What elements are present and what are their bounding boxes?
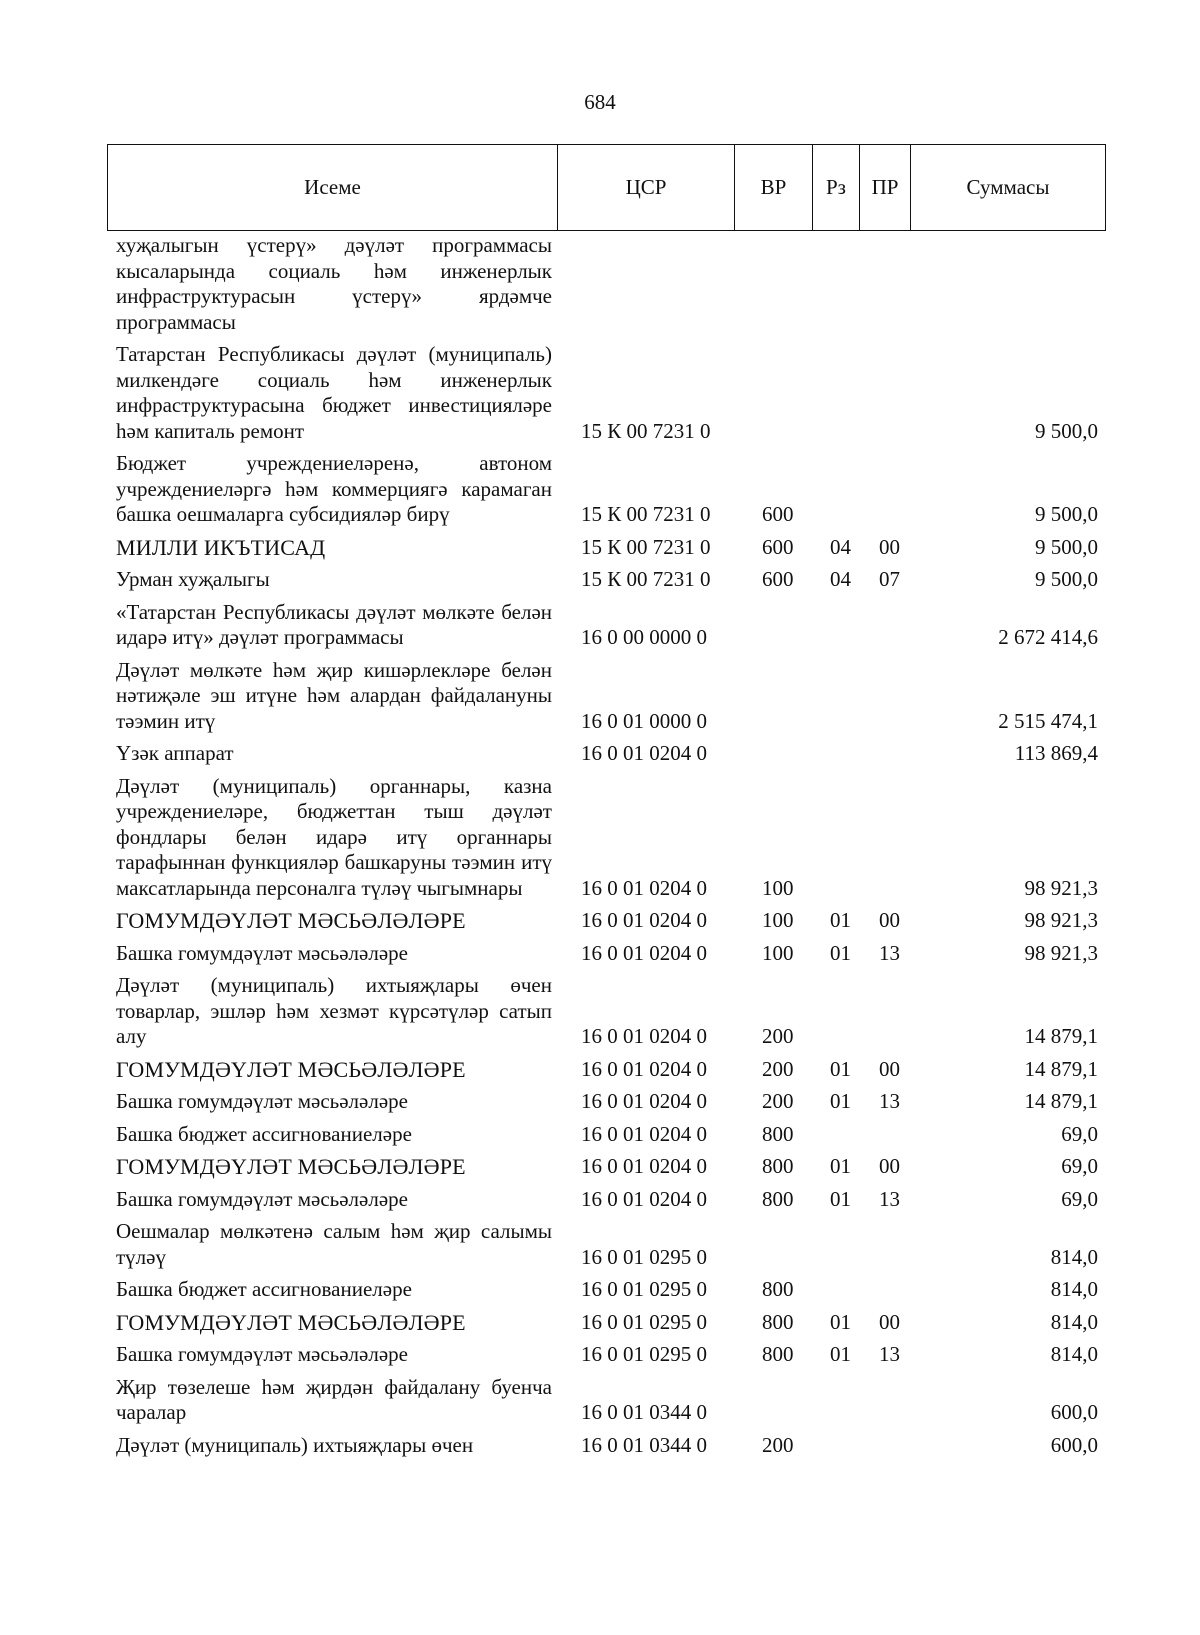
row-pr: 13 <box>879 1089 900 1113</box>
row-csr: 16 0 01 0204 0 <box>581 1024 707 1048</box>
row-sum: 9 500,0 <box>1035 534 1098 559</box>
row-pr: 00 <box>879 1309 900 1334</box>
row-csr: 16 0 01 0295 0 <box>581 1244 707 1269</box>
table-row <box>116 535 1098 561</box>
row-rz: 01 <box>830 1186 851 1211</box>
table-row <box>116 233 1098 335</box>
row-pr: 13 <box>879 940 900 965</box>
row-sum: 600,0 <box>1050 1400 1098 1424</box>
table-row <box>116 1433 1098 1459</box>
table-row <box>116 1122 1098 1148</box>
row-name: Башка гомумдәүләт мәсьәләләре <box>116 1342 408 1366</box>
row-csr: 16 0 01 0204 0 <box>581 741 707 765</box>
row-pr: 13 <box>879 1342 900 1366</box>
row-vr: 600 <box>762 567 794 591</box>
row-sum: 98 921,3 <box>1024 940 1098 965</box>
row-csr: 16 0 01 0344 0 <box>581 1432 707 1457</box>
row-name: МИЛЛИ ИКЪТИСАД <box>116 534 326 560</box>
row-csr: 16 0 01 0204 0 <box>581 1186 707 1211</box>
row-vr: 600 <box>762 502 794 526</box>
row-name: Дәүләт (муниципаль) органнары, казна учреждениеләре, бюджеттан тыш дәүләт фондлары белән идарә итү органнары тарафыннан функцияләр башкаруны тәэмин итү максатларында персоналга түләү чыгымнары <box>116 773 552 900</box>
page-number: 684 <box>584 90 616 114</box>
table-row <box>116 774 1098 902</box>
row-vr: 600 <box>762 534 794 559</box>
row-name: Урман хуҗалыгы <box>116 567 270 591</box>
row-name: ГОМУМДӘҮЛӘТ МӘСЬӘЛӘЛӘРЕ <box>116 1056 466 1082</box>
row-name: ГОМУМДӘҮЛӘТ МӘСЬӘЛӘЛӘРЕ <box>116 1154 466 1179</box>
row-name: Дәүләт (муниципаль) ихтыяҗлары өчен товарлар, эшләр һәм хезмәт күрсәтүләр сатып алу <box>116 973 552 1048</box>
row-rz: 01 <box>830 940 851 965</box>
row-csr: 16 0 01 0204 0 <box>581 1154 707 1178</box>
row-name: ГОМУМДӘҮЛӘТ МӘСЬӘЛӘЛӘРЕ <box>116 908 466 933</box>
row-csr: 16 0 01 0295 0 <box>581 1342 707 1366</box>
row-rz: 01 <box>830 1056 851 1081</box>
row-name: Дәүләт (муниципаль) ихтыяҗлары өчен <box>116 1432 474 1457</box>
row-vr: 200 <box>762 1089 794 1113</box>
row-name: Бюджет учреждениеләренә, автоном учреждениеләргә һәм коммерциягә карамаган башка оешмаларга субсидияләр бирү <box>116 451 552 526</box>
row-vr: 200 <box>762 1056 794 1081</box>
table-row <box>116 1057 1098 1083</box>
row-csr: 16 0 01 0204 0 <box>581 1121 707 1146</box>
table-row <box>116 1219 1098 1270</box>
row-vr: 100 <box>762 908 794 932</box>
table-row <box>116 342 1098 444</box>
row-rz: 04 <box>830 567 851 591</box>
table-row <box>116 941 1098 967</box>
table-body <box>116 233 1098 1465</box>
row-sum: 9 500,0 <box>1035 502 1098 526</box>
row-name: Татарстан Республикасы дәүләт (муниципаль) милкендәге социаль һәм инженерлык инфраструктурасына бюджет инвестицияләре һәм капиталь ремонт <box>116 342 552 443</box>
row-csr: 15 К 00 7231 0 <box>581 534 711 559</box>
row-vr: 800 <box>762 1309 794 1334</box>
row-rz: 01 <box>830 1342 851 1366</box>
row-name: Башка бюджет ассигнованиеләре <box>116 1121 412 1146</box>
row-csr: 16 0 01 0204 0 <box>581 908 707 932</box>
row-sum: 814,0 <box>1050 1277 1098 1301</box>
table-row <box>116 1187 1098 1213</box>
row-sum: 98 921,3 <box>1024 908 1098 932</box>
row-name: Дәүләт мөлкәте һәм җир кишәрлекләре белән нәтиҗәле эш итүне һәм алардан файдалануны тәэмин итү <box>116 657 552 733</box>
row-vr: 800 <box>762 1342 794 1366</box>
row-rz: 01 <box>830 908 851 932</box>
row-sum: 814,0 <box>1050 1342 1098 1366</box>
row-csr: 16 0 01 0204 0 <box>581 875 707 900</box>
row-pr: 00 <box>879 1154 900 1178</box>
row-vr: 100 <box>762 875 794 900</box>
row-csr: 16 0 01 0295 0 <box>581 1277 707 1301</box>
row-name: Оешмалар мөлкәтенә салым һәм җир салымы түләү <box>116 1219 552 1269</box>
row-sum: 69,0 <box>1061 1154 1098 1178</box>
row-sum: 814,0 <box>1050 1309 1098 1334</box>
row-name: хуҗалыгын үстерү» дәүләт программасы кысаларында социаль һәм инженерлык инфраструктурасын үстерү» ярдәмче программасы <box>116 233 552 334</box>
row-rz: 01 <box>830 1089 851 1113</box>
table-row <box>116 600 1098 651</box>
header-name: Исеме <box>108 145 558 230</box>
row-rz: 01 <box>830 1154 851 1178</box>
table-row <box>116 741 1098 767</box>
row-csr: 16 0 01 0204 0 <box>581 1089 707 1113</box>
row-pr: 00 <box>879 908 900 932</box>
row-name: Башка гомумдәүләт мәсьәләләре <box>116 1089 408 1113</box>
table-header <box>107 144 1106 231</box>
row-name: Башка гомумдәүләт мәсьәләләре <box>116 1186 408 1211</box>
header-rz: Рз <box>813 145 860 230</box>
table-row <box>116 1089 1098 1115</box>
row-pr: 00 <box>879 534 900 559</box>
row-sum: 69,0 <box>1061 1121 1098 1146</box>
row-csr: 16 0 01 0295 0 <box>581 1309 707 1334</box>
row-sum: 98 921,3 <box>1024 875 1098 900</box>
row-vr: 800 <box>762 1186 794 1211</box>
row-name: Башка бюджет ассигнованиеләре <box>116 1277 412 1301</box>
table-row <box>116 1154 1098 1180</box>
table-row <box>116 1342 1098 1368</box>
row-vr: 100 <box>762 940 794 965</box>
row-name: Башка гомумдәүләт мәсьәләләре <box>116 940 408 965</box>
table-row <box>116 908 1098 934</box>
header-vr: ВР <box>735 145 813 230</box>
row-sum: 14 879,1 <box>1024 1089 1098 1113</box>
table-row <box>116 567 1098 593</box>
header-csr: ЦСР <box>558 145 735 230</box>
header-pr: ПР <box>860 145 911 230</box>
row-csr: 16 0 01 0204 0 <box>581 1056 707 1081</box>
row-sum: 600,0 <box>1050 1432 1098 1457</box>
row-vr: 800 <box>762 1121 794 1146</box>
table-row <box>116 1310 1098 1336</box>
row-csr: 15 К 00 7231 0 <box>581 502 711 526</box>
row-sum: 814,0 <box>1050 1244 1098 1269</box>
row-vr: 800 <box>762 1277 794 1301</box>
row-csr: 16 0 01 0344 0 <box>581 1400 707 1424</box>
table-row <box>116 451 1098 528</box>
row-pr: 13 <box>879 1186 900 1211</box>
row-sum: 69,0 <box>1061 1186 1098 1211</box>
row-csr: 15 К 00 7231 0 <box>581 418 711 443</box>
row-sum: 9 500,0 <box>1035 567 1098 591</box>
row-rz: 01 <box>830 1309 851 1334</box>
row-name: Җир төзелеше һәм җирдән файдалану буенча чаралар <box>116 1374 552 1424</box>
table-row <box>116 1375 1098 1426</box>
row-csr: 16 0 01 0000 0 <box>581 708 707 733</box>
header-sum: Суммасы <box>966 175 1050 199</box>
row-sum: 14 879,1 <box>1024 1056 1098 1081</box>
row-csr: 15 К 00 7231 0 <box>581 567 711 591</box>
row-vr: 200 <box>762 1432 794 1457</box>
row-pr: 07 <box>879 567 900 591</box>
row-csr: 16 0 01 0204 0 <box>581 940 707 965</box>
row-vr: 200 <box>762 1024 794 1048</box>
row-sum: 2 672 414,6 <box>998 625 1098 649</box>
row-sum: 14 879,1 <box>1024 1024 1098 1048</box>
table-row <box>116 658 1098 735</box>
row-sum: 113 869,4 <box>1014 741 1098 765</box>
row-vr: 800 <box>762 1154 794 1178</box>
table-row <box>116 1277 1098 1303</box>
table-row <box>116 973 1098 1050</box>
row-rz: 04 <box>830 534 851 559</box>
row-name: Үзәк аппарат <box>116 741 234 765</box>
row-sum: 9 500,0 <box>1035 418 1098 443</box>
row-csr: 16 0 00 0000 0 <box>581 625 707 649</box>
row-name: «Татарстан Республикасы дәүләт мөлкәте белән идарә итү» дәүләт программасы <box>116 599 552 649</box>
row-pr: 00 <box>879 1056 900 1081</box>
row-sum: 2 515 474,1 <box>998 708 1098 733</box>
row-name: ГОМУМДӘҮЛӘТ МӘСЬӘЛӘЛӘРЕ <box>116 1309 466 1335</box>
